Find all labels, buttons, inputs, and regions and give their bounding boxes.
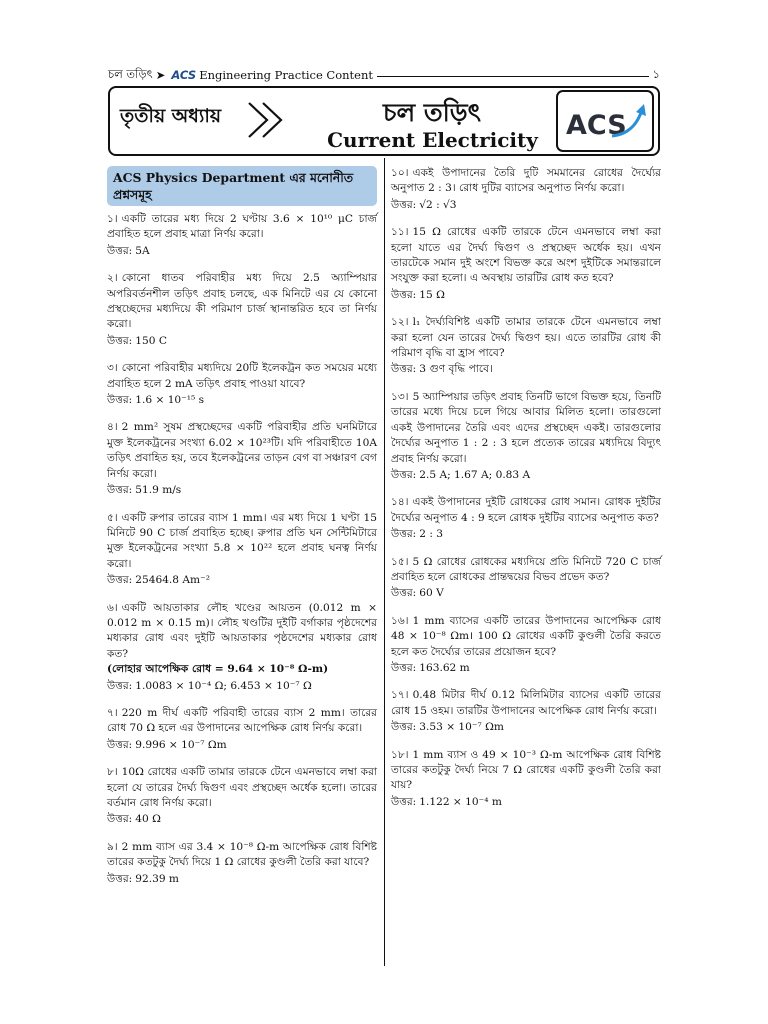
answer-label: উত্তর: (391, 198, 417, 211)
answer-label: উত্তর: (391, 363, 417, 376)
running-header-series: Engineering Practice Content (199, 68, 373, 82)
answer-value: 2 : 3 (419, 528, 444, 541)
answer-line (107, 738, 377, 753)
answer-label: উত্তর: (107, 394, 133, 407)
question-text-line (107, 601, 377, 663)
question-text-line (391, 688, 661, 719)
page-number: ১ (652, 66, 660, 81)
answer-value: 1.122 × 10⁻⁴ m (419, 795, 502, 808)
question-item (107, 706, 377, 753)
question-list-right (391, 166, 661, 810)
question-text-line (391, 225, 661, 287)
question-number: ৪। (107, 421, 118, 434)
answer-value: √2 : √3 (419, 198, 457, 211)
question-text: একটি তারের মধ্য দিয়ে 2 ঘণ্টায় 3.6 × 10¹⁰ μC চার্জ প্রবাহিত হলে প্রবাহ মাত্রা নির্ণয় করো। (107, 213, 377, 241)
answer-line (391, 468, 661, 483)
question-text-line (391, 555, 661, 586)
question-item (107, 601, 377, 694)
question-item (391, 315, 661, 378)
question-item (107, 765, 377, 828)
answer-line (391, 527, 661, 542)
question-text-line (107, 361, 377, 392)
question-text: 5 Ω রোধের রোধকের মধ্যদিয়ে প্রতি মিনিটে 720 C চার্জ প্রবাহিত হলে রোধকের প্রান্তদ্বয়ের বিভব প্রভেদ কত? (391, 555, 661, 583)
answer-value: 25464.8 Am⁻² (135, 574, 210, 587)
answer-line (107, 679, 377, 694)
answer-value: 1.6 × 10⁻¹⁵ s (135, 394, 205, 407)
question-item (107, 361, 377, 408)
answer-label: উত্তর: (391, 661, 417, 674)
question-number: ১৩। (391, 390, 409, 403)
answer-line (391, 720, 661, 735)
answer-line (391, 586, 661, 601)
question-number: ১৬। (391, 614, 409, 627)
question-item (391, 555, 661, 602)
question-text: 15 Ω রোধের একটি তারকে টেনে এমনভাবে লম্বা করা হলো যাতে এর দৈর্ঘ্য দ্বিগুণ ও প্রস্থচ্ছেদ অর্ধেক হয়। এখন তারটেকে সমান দুই অংশে বিভক্ত করে অংশ দুইটিকে সমান্তরালে সংযুক্ত করা হলো। এ অবস্থায় তারটির রোধ কত হবে? (391, 226, 661, 285)
question-text-line (391, 748, 661, 794)
question-text: 10Ω রোধের একটি তামার তারকে টেনে এমনভাবে লম্বা করা হলো যে তারের দৈর্ঘ্য দ্বিগুণ এবং প্রস্থচ্ছেদ অর্ধেক হলো। তারের বর্তমান রোধ নির্ণয় করো। (107, 766, 377, 809)
question-number: ১৭। (391, 689, 409, 702)
question-number: ১। (107, 213, 118, 225)
question-item (391, 166, 661, 213)
question-item (391, 495, 661, 542)
answer-line (107, 244, 377, 259)
question-text-line (107, 420, 377, 482)
chapter-title-english: Current Electricity (327, 128, 538, 152)
acs-logo-graphic (564, 102, 648, 142)
acs-logo (556, 90, 654, 152)
running-header-brand: ACS (171, 68, 197, 82)
answer-line (391, 795, 661, 810)
question-text-line (107, 212, 377, 243)
column-divider (384, 158, 385, 966)
question-item (107, 420, 377, 498)
running-header (108, 66, 660, 84)
question-note: (লোহার আপেক্ষিক রোধ = 9.64 × 10⁻⁸ Ω-m) (107, 663, 329, 676)
running-header-chapter: চল তড়িৎ (108, 66, 153, 81)
answer-line (391, 661, 661, 676)
question-item (391, 390, 661, 483)
question-number: ২। (107, 272, 118, 285)
question-text: 220 m দীর্ঘ একটি পরিবাহী তারের ব্যাস 2 mm। তারের রোধ 70 Ω হলে এর উপাদানের আপেক্ষিক রোধ নির্ণয় করো। (107, 706, 377, 735)
question-text: 1 mm ব্যাস ও 49 × 10⁻³ Ω-m আপেক্ষিক রোধ বিশিষ্ট তারের কতটুকু দৈর্ঘ্য নিয়ে 7 Ω রোধের একটি কুণ্ডলী তৈরি করা যায়? (391, 748, 661, 792)
header-rule (377, 76, 649, 77)
question-text: একটি আয়তাকার লৌহ খণ্ডের আয়তন (0.012 m × 0.012 m × 0.15 m)। লৌহ খণ্ডটির দুইটি বর্গাকার পৃষ্ঠদেশের মধ্যকার রোধ এবং দুইটি আয়তাকার পৃষ্ঠদেশের মধ্যকার রোধ কত? (107, 601, 377, 660)
answer-value: 60 V (419, 587, 444, 600)
question-text-line (107, 511, 377, 573)
question-text-line (107, 765, 377, 811)
answer-line (391, 198, 661, 213)
answer-label: উত্তর: (107, 334, 133, 347)
question-text: একটি রুপার তারের ব্যাস 1 mm। এর মধ্য দিয়ে 1 ঘণ্টা 15 মিনিটে 90 C চার্জ প্রবাহিত হচ্ছে। রুপার প্রতি ঘন সেন্টিমিটারে মুক্ত ইলেকট্রনের সংখ্যা 5.8 × 10²² হলে প্রবাহ ঘনত্ব নির্ণয় করো। (107, 511, 377, 570)
answer-label: উত্তর: (107, 244, 133, 257)
question-text: 2 mm² সুষম প্রস্থচ্ছেদের একটি পরিবাহীর প্রতি ঘনমিটারে মুক্ত ইলেকট্রনের সংখ্যা 6.02 × 10²³টি। যদি পরিবাহীতে 10A তড়িৎ প্রবাহিত হয়, তবে ইলেকট্রনের তাড়ন বেগ বা সঞ্চারণ বেগ নির্ণয় করো। (107, 421, 377, 480)
answer-label: উত্তর: (391, 528, 417, 541)
chevron-right-icon: ➤ (155, 68, 166, 82)
answer-value: 9.996 × 10⁻⁷ Ωm (135, 738, 227, 751)
answer-label: উত্তর: (391, 795, 417, 808)
answer-line (107, 393, 377, 408)
question-number: ৫। (107, 511, 118, 524)
answer-value: 163.62 m (419, 661, 470, 674)
question-text: কোনো পরিবাহীর মধ্যদিয়ে 20টি ইলেকট্রন কত সময়ের মধ্যে প্রবাহিত হলে 2 mA তড়িৎ প্রবাহ পাওয়া যাবে? (107, 362, 377, 390)
answer-value: 15 Ω (419, 288, 445, 301)
question-number: ৯। (107, 840, 118, 853)
answer-line (107, 812, 377, 827)
double-chevron-icon (245, 100, 291, 140)
answer-value: 3.53 × 10⁻⁷ Ωm (419, 721, 504, 734)
answer-line (391, 288, 661, 303)
question-item (107, 511, 377, 589)
answer-value: 92.39 m (135, 872, 179, 885)
answer-line (107, 483, 377, 498)
question-text: একই উপাদানের তৈরি দুটি সমমানের রোধের দৈর্ঘ্যের অনুপাত 2 : 3। রোধ দুটির ব্যাসের অনুপাত নির্ণয় করো। (391, 167, 661, 195)
answer-label: উত্তর: (391, 468, 417, 481)
question-text: 0.48 মিটার দীর্ঘ 0.12 মিলিমিটার ব্যাসের একটি তারের রোধ 15 ওহম। তারটির উপাদানের আপেক্ষিক রোধ নির্ণয় করো। (391, 689, 661, 717)
left-column (107, 166, 377, 899)
question-text: একই উপাদানের দুইটি রোধকের রোধ সমান। রোধক দুইটির দৈর্ঘ্যের অনুপাত 4 : 9 হলে রোধক দুইটির ব্যাসের অনুপাত কত? (391, 496, 661, 524)
answer-value: 51.9 m/s (135, 484, 182, 497)
answer-label: উত্তর: (391, 288, 417, 301)
question-item (107, 271, 377, 349)
answer-value: 5A (135, 244, 150, 257)
answer-value: 40 Ω (135, 813, 161, 826)
answer-value: 1.0083 × 10⁻⁴ Ω; 6.453 × 10⁻⁷ Ω (135, 679, 312, 692)
question-number: ৮। (107, 766, 118, 779)
section-heading: ACS Physics Department এর মনোনীত প্রশ্নসমূহ (107, 166, 377, 206)
answer-line (107, 573, 377, 588)
question-number: ১০। (391, 167, 409, 179)
question-text: 2 mm ব্যাস এর 3.4 × 10⁻⁸ Ω-m আপেক্ষিক রোধ বিশিষ্ট তারের কতটুকু দৈর্ঘ্য দিয়ে 1 Ω রোধের কুণ্ডলী তৈরি করা যাবে? (107, 840, 377, 869)
answer-label: উত্তর: (107, 484, 133, 497)
question-text-line (391, 495, 661, 526)
question-text-line (107, 271, 377, 333)
answer-label: উত্তর: (107, 738, 133, 751)
answer-value: 150 C (135, 334, 167, 347)
chapter-banner (108, 86, 660, 156)
answer-label: উত্তর: (391, 721, 417, 734)
question-number: ৬। (107, 601, 118, 614)
question-text-line (391, 166, 661, 197)
question-item (107, 840, 377, 887)
question-text-line (107, 706, 377, 737)
chapter-title-bangla: চল তড়িৎ (383, 98, 481, 127)
question-number: ৭। (107, 706, 118, 719)
svg-text:ACS: ACS (566, 110, 627, 141)
question-text: l₁ দৈর্ঘ্যবিশিষ্ট একটি তামার তারকে টেনে এমনভাবে লম্বা করা হলো যেন তারের দৈর্ঘ্য দ্বিগুণ হয়। এতে তারটির রোধ কী পরিমাণ বৃদ্ধি বা হ্রাস পাবে? (391, 316, 661, 360)
question-item (391, 225, 661, 303)
question-text-line (391, 390, 661, 467)
question-text-line (391, 315, 661, 361)
answer-line (107, 872, 377, 887)
right-column (391, 166, 661, 822)
answer-value: 3 গুণ বৃদ্ধি পাবে। (419, 363, 493, 376)
question-number: ১১। (391, 226, 409, 239)
answer-line (107, 334, 377, 349)
answer-label: উত্তর: (107, 679, 133, 692)
question-number: ১৪। (391, 496, 409, 509)
chapter-number: তৃতীয় অধ্যায় (120, 105, 222, 127)
question-item (391, 688, 661, 735)
answer-label: উত্তর: (107, 813, 133, 826)
question-text: 1 mm ব্যাসের একটি তারের উপাদানের আপেক্ষিক রোধ 48 × 10⁻⁸ Ωm। 100 Ω রোধের একটি কুণ্ডলী তৈরি করতে হলে কত দৈর্ঘ্যের তারের প্রয়োজন হবে? (391, 614, 661, 658)
question-list-left (107, 212, 377, 887)
answer-line (391, 362, 661, 377)
question-number: ১২। (391, 316, 409, 329)
answer-value: 2.5 A; 1.67 A; 0.83 A (419, 468, 531, 481)
question-item (391, 614, 661, 677)
question-number: ১৮। (391, 748, 409, 761)
question-number: ৩। (107, 362, 118, 375)
answer-label: উত্তর: (391, 587, 417, 600)
question-text: 5 অ্যাম্পিয়ার তড়িৎ প্রবাহ তিনটি ভাগে বিভক্ত হয়ে, তিনটি তারের মধ্যে দিয়ে চলে গিয়ে আবার মিলিত হলো। তারগুলো একই উপাদানের তৈরি এবং এদের প্রস্থচ্ছেদ একই। তারগুলোর দৈর্ঘ্যের অনুপাত 1 : 2 : 3 হলে প্রত্যেক তারের মধ্যদিয়ে বিদ্যুৎ প্রবাহ নির্ণয় করো। (391, 390, 661, 465)
question-item (107, 212, 377, 259)
question-item (391, 748, 661, 811)
answer-label: উত্তর: (107, 574, 133, 587)
question-text: কোনো ধাতব পরিবাহীর মধ্য দিয়ে 2.5 অ্যাম্পিয়ার অপরিবর্তনশীল তড়িৎ প্রবাহ চলছে, এক মিনিটে এর যে কোনো প্রস্থচ্ছেদের মধ্যদিয়ে কী পরিমাণ চার্জ স্থানান্তরিত হবে তা নির্ণয় করো। (107, 272, 377, 331)
question-text-line (391, 614, 661, 660)
question-number: ১৫। (391, 555, 409, 568)
question-text-line (107, 840, 377, 871)
answer-label: উত্তর: (107, 872, 133, 885)
